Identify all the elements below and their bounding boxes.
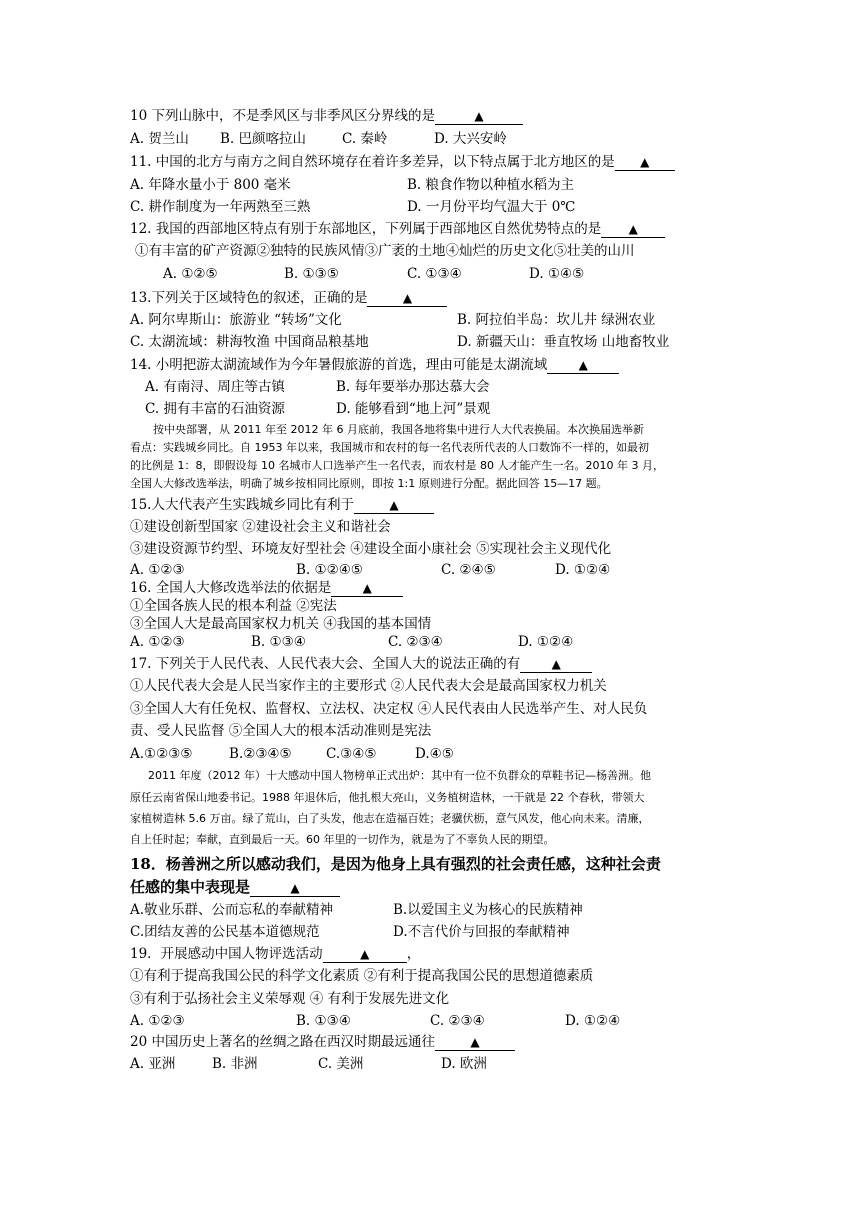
q16-option-c: C. ②③④	[388, 634, 443, 650]
q13-option-b: B. 阿拉伯半岛：坎儿井 绿洲农业	[457, 312, 656, 328]
q19-option-c: C. ②③④	[430, 1013, 485, 1029]
answer-blank: ▲	[354, 498, 434, 514]
q12-option-d: D. ①④⑤	[529, 266, 585, 282]
q11-option-b: B. 粮食作物以种植水稻为主	[407, 177, 575, 193]
q15-stem-line	[130, 495, 434, 515]
q16-option-d: D. ①②④	[518, 634, 574, 650]
q17-stem: 17. 下列关于人民代表、人民代表大会、全国人大的说法正确的有	[130, 656, 521, 672]
passage2-line-3: 家植树造林 5.6 万亩。绿了荒山，白了头发，他志在造福百姓；老骥伏枥，意气风发，他心向未来。清廉，	[130, 812, 650, 825]
q11-stem-line	[130, 152, 675, 172]
q15-stem: 15.人大代表产生实践城乡同比有利于	[130, 497, 354, 513]
q12-stem: 12. 我国的西部地区特点有别于东部地区，下列属于西部地区自然优势特点的是	[130, 221, 602, 237]
q12-items: ①有丰富的矿产资源②独特的民族风情③广袤的土地④灿烂的历史文化⑤壮美的山川	[135, 243, 635, 259]
q17-stem-line	[130, 654, 592, 674]
q14-option-d: D. 能够看到“地上河”景观	[336, 401, 491, 417]
q17-option-a: A.①②③⑤	[130, 746, 193, 762]
passage2-line-4: 自上任时起；奉献，直到最后一天。60 年里的一切作为，就是为了不辜负人民的期望。	[130, 833, 555, 846]
q20-stem-line	[130, 1032, 515, 1052]
q12-stem-line	[130, 219, 665, 239]
q15-option-d: D. ①②④	[555, 562, 611, 578]
q20-option-b: B. 非洲	[212, 1056, 258, 1072]
q10-option-c: C. 秦岭	[342, 131, 388, 147]
q16-stem-line	[130, 578, 403, 598]
q19-option-d: D. ①②④	[565, 1013, 621, 1029]
answer-blank: ▲	[331, 581, 403, 597]
q17-items-3: 责、受人民监督 ⑤全国人大的根本活动准则是宪法	[130, 723, 432, 739]
q10-option-a: A. 贺兰山	[130, 131, 189, 147]
q18-stem-line-2	[130, 876, 340, 898]
answer-blank: ▲	[250, 881, 340, 897]
q10-option-d: D. 大兴安岭	[434, 131, 507, 147]
q18-option-a: A.敬业乐群、公而忘私的奉献精神	[130, 902, 334, 918]
q18-option-d: D.不言代价与回报的奉献精神	[393, 924, 570, 940]
answer-blank: ▲	[435, 1035, 515, 1051]
q20-option-c: C. 美洲	[318, 1056, 364, 1072]
q18-option-b: B.以爱国主义为核心的民族精神	[393, 902, 583, 918]
q19-items-2: ③有利于弘扬社会主义荣辱观 ④ 有利于发展先进文化	[130, 991, 450, 1007]
q19-stem-line: 19．开展感动中国人物评选活动 ▲ ，	[130, 946, 421, 962]
answer-blank: ▲	[547, 358, 619, 374]
q13-option-d: D. 新疆天山：垂直牧场 山地畜牧业	[457, 334, 670, 350]
q17-items-1: ①人民代表大会是人民当家作主的主要形式 ②人民代表大会是最高国家权力机关	[130, 678, 607, 694]
q15-option-a: A. ①②③	[130, 562, 185, 578]
q19-stem: 19．开展感动中国人物评选活动	[130, 946, 323, 962]
q17-items-2: ③全国人大有任免权、监督权、立法权、决定权 ④人民代表由人民选举产生、对人民负	[130, 701, 648, 717]
q14-stem-line	[130, 355, 619, 375]
q15-items-2: ③建设资源节约型、环境友好型社会 ④建设全面小康社会 ⑤实现社会主义现代化	[130, 541, 612, 557]
q19-items-1: ①有利于提高我国公民的科学文化素质 ②有利于提高我国公民的思想道德素质	[130, 968, 594, 984]
passage1-line-3: 的比例是 1：8，即假设每 10 名城市人口选举产生一名代表，而农村是 80 人才能产生一名。2010 年 3 月，	[130, 459, 664, 472]
q13-stem: 13.下列关于区域特色的叙述，正确的是	[130, 290, 368, 306]
q19-option-a: A. ①②③	[130, 1013, 185, 1029]
q18-option-c: C.团结友善的公民基本道德规范	[130, 924, 320, 940]
q19-option-b: B. ①③④	[296, 1013, 351, 1029]
passage1-line-1: 按中央部署，从 2011 年至 2012 年 6 月底前，我国各地将集中进行人大代表换届。本次换届选举新	[153, 423, 644, 436]
q18-stem: 任感的集中表现是	[130, 878, 251, 896]
q15-option-c: C. ②④⑤	[441, 562, 496, 578]
q15-items-1: ①建设创新型国家 ②建设社会主义和谐社会	[130, 519, 391, 535]
q10-stem: 10 下列山脉中，不是季风区与非季风区分界线的是	[130, 108, 435, 124]
q17-option-d: D.④⑤	[415, 746, 454, 762]
q12-option-b: B. ①③⑤	[284, 266, 339, 282]
q13-stem-line	[130, 288, 447, 308]
q18-stem-line-1: 18．杨善洲之所以感动我们，是因为他身上具有强烈的社会责任感，这种社会责	[130, 855, 661, 873]
answer-blank: ▲	[601, 222, 665, 238]
answer-blank: ▲	[435, 109, 523, 125]
q20-stem: 20 中国历史上著名的丝绸之路在西汉时期最远通往	[130, 1034, 435, 1050]
q16-option-b: B. ①③④	[251, 634, 306, 650]
passage1-line-2: 看点：实践城乡同比。自 1953 年以来，我国城市和农村的每一名代表所代表的人口数饰不一样的，如最初	[130, 441, 649, 454]
q15-option-b: B. ①②④⑤	[296, 562, 363, 578]
passage2-line-1: 2011 年度（2012 年）十大感动中国人物榜单正式出炉：其中有一位不负群众的草鞋书记—杨善洲。他	[148, 769, 651, 782]
answer-blank: ▲	[367, 291, 447, 307]
passage1-line-4: 全国人大修改选举法，明确了城乡按相同比原则，即按 1:1 原则进行分配。据此回答 15—17 题。	[130, 477, 608, 490]
q20-option-a: A. 亚洲	[130, 1056, 176, 1072]
q16-items-2: ③全国人大是最高国家权力机关 ④我国的基本国情	[130, 616, 432, 632]
q14-option-b: B. 每年要举办那达慕大会	[336, 379, 490, 395]
q16-stem: 16. 全国人大修改选举法的依据是	[130, 580, 332, 596]
q14-option-c: C. 拥有丰富的石油资源	[145, 401, 285, 417]
q16-option-a: A. ①②③	[130, 634, 185, 650]
q13-option-c: C. 太湖流域：耕海牧渔 中国商品粮基地	[130, 334, 369, 350]
q11-option-c: C. 耕作制度为一年两熟至三熟	[130, 199, 311, 215]
q12-option-c: C. ①③④	[407, 266, 462, 282]
q17-option-b: B.②③④⑤	[229, 746, 292, 762]
q12-option-a: A. ①②⑤	[163, 266, 218, 282]
q17-option-c: C.③④⑤	[326, 746, 377, 762]
q11-option-d: D. 一月份平均气温大于 0℃	[407, 199, 576, 215]
q13-option-a: A. 阿尔卑斯山：旅游业 “转场”文化	[130, 312, 342, 328]
answer-blank: ▲	[615, 155, 675, 171]
q11-option-a: A. 年降水量小于 800 毫米	[130, 177, 291, 193]
q10-option-b: B. 巴颜喀拉山	[220, 131, 307, 147]
q14-stem: 14. 小明把游太湖流域作为今年暑假旅游的首选，理由可能是太湖流域	[130, 357, 548, 373]
answer-blank: ▲	[520, 657, 592, 673]
passage2-line-2: 原任云南省保山地委书记。1988 年退休后，他扎根大亮山，义务植树造林，一干就是 22 个春秋，带领大	[130, 791, 645, 804]
q11-stem: 11. 中国的北方与南方之间自然环境存在着许多差异，以下特点属于北方地区的是	[130, 154, 615, 170]
q16-items-1: ①全国各族人民的根本利益 ②宪法	[130, 598, 337, 614]
answer-blank: ▲	[323, 947, 407, 963]
q20-option-d: D. 欧洲	[441, 1056, 487, 1072]
q14-option-a: A. 有南浔、周庄等古镇	[145, 379, 285, 395]
q10-stem-line	[130, 106, 523, 126]
